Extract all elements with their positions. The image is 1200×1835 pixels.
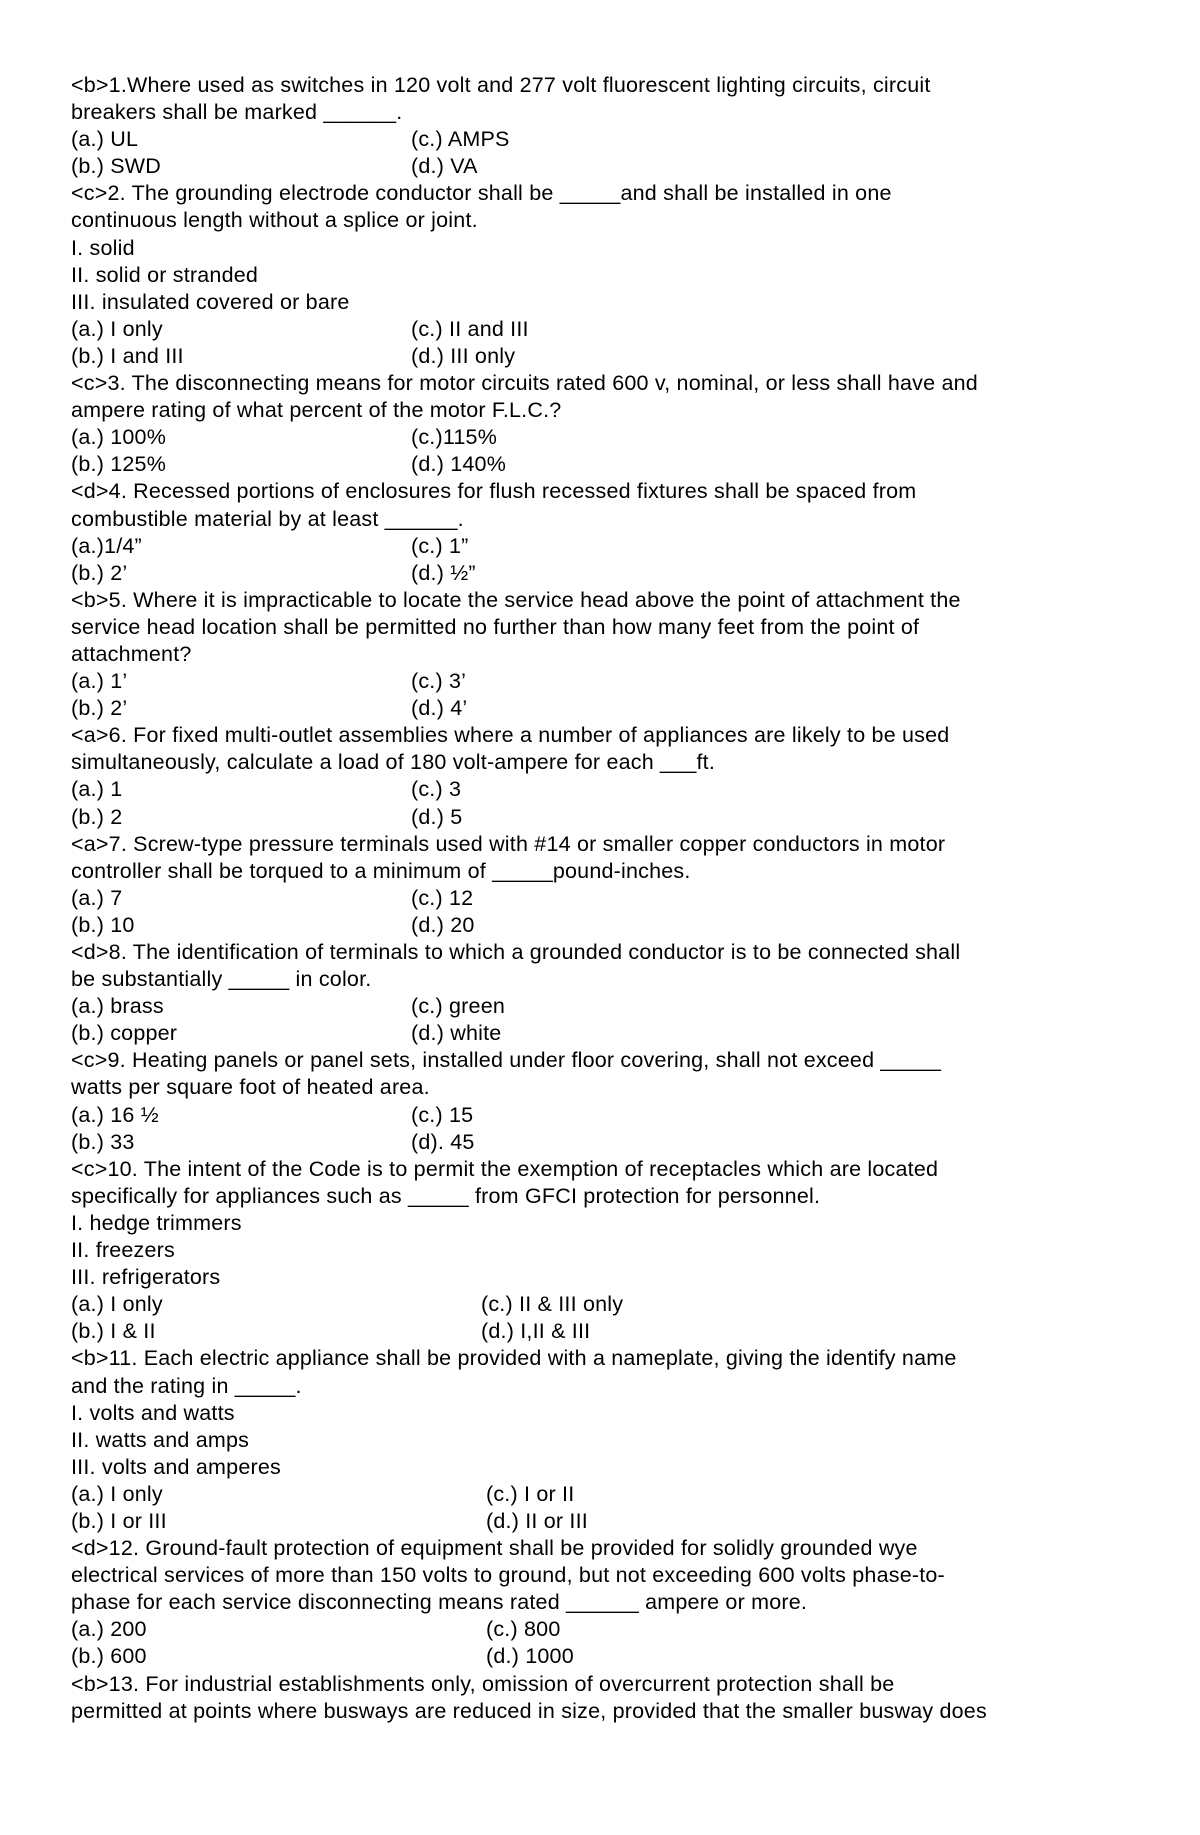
option-a: (a.) I only bbox=[71, 316, 163, 341]
option-c: (c.) 3’ bbox=[411, 669, 467, 694]
question-10 bbox=[71, 1156, 1131, 1346]
option-d: (d.) 5 bbox=[411, 804, 463, 829]
option-d: (d.) 1000 bbox=[486, 1644, 574, 1669]
option-b: (b.) SWD bbox=[71, 154, 161, 179]
question-statement: II. solid or stranded bbox=[71, 262, 259, 287]
question-text: <d>12. Ground-fault protection of equipment shall be provided for solidly grounded wye bbox=[71, 1536, 918, 1561]
option-d: (d.) 20 bbox=[411, 912, 475, 937]
option-row bbox=[71, 343, 1131, 370]
option-row bbox=[71, 912, 1131, 939]
option-row bbox=[71, 1643, 1131, 1670]
question-text: ampere rating of what percent of the motor F.L.C.? bbox=[71, 398, 562, 423]
question-text: simultaneously, calculate a load of 180 volt-ampere for each ___ft. bbox=[71, 750, 716, 775]
option-b: (b.) 10 bbox=[71, 912, 135, 937]
option-d: (d.) VA bbox=[411, 154, 478, 179]
option-a: (a.) 100% bbox=[71, 425, 167, 450]
option-d: (d.) III only bbox=[411, 343, 516, 368]
question-text: and the rating in _____. bbox=[71, 1373, 302, 1398]
question-statement: II. watts and amps bbox=[71, 1427, 250, 1452]
option-c: (c.)115% bbox=[411, 425, 498, 450]
option-c: (c.) 15 bbox=[411, 1102, 474, 1127]
option-b: (b.) 33 bbox=[71, 1129, 135, 1154]
question-text: watts per square foot of heated area. bbox=[71, 1075, 430, 1100]
question-text: <c>9. Heating panels or panel sets, installed under floor covering, shall not exceed _____ bbox=[71, 1048, 942, 1073]
question-text: <a>6. For fixed multi-outlet assemblies where a number of appliances are likely to be used bbox=[71, 723, 950, 748]
option-row bbox=[71, 153, 1131, 180]
option-b: (b.) 2’ bbox=[71, 560, 128, 585]
question-statement: II. freezers bbox=[71, 1238, 175, 1263]
option-d: (d). 45 bbox=[411, 1129, 475, 1154]
option-d: (d.) white bbox=[411, 1021, 502, 1046]
question-text: continuous length without a splice or joint. bbox=[71, 208, 478, 233]
question-text: <b>13. For industrial establishments only, omission of overcurrent protection shall be bbox=[71, 1671, 895, 1696]
question-statement: I. solid bbox=[71, 235, 135, 260]
question-3 bbox=[71, 370, 1131, 478]
question-9 bbox=[71, 1047, 1131, 1155]
option-row bbox=[71, 668, 1131, 695]
option-c: (c.) II & III only bbox=[481, 1292, 624, 1317]
question-11 bbox=[71, 1345, 1131, 1535]
option-row bbox=[71, 776, 1131, 803]
question-13 bbox=[71, 1671, 1131, 1725]
option-d: (d.) II or III bbox=[486, 1508, 588, 1533]
question-text: permitted at points where busways are reduced in size, provided that the smaller busway does bbox=[71, 1698, 987, 1723]
option-row bbox=[71, 1508, 1131, 1535]
option-row bbox=[71, 424, 1131, 451]
question-text: breakers shall be marked ______. bbox=[71, 100, 403, 125]
question-text: attachment? bbox=[71, 641, 192, 666]
question-text: <b>11. Each electric appliance shall be provided with a nameplate, giving the identify name bbox=[71, 1346, 957, 1371]
question-text: <c>3. The disconnecting means for motor circuits rated 600 v, nominal, or less shall have and bbox=[71, 371, 978, 396]
option-c: (c.) 1” bbox=[411, 533, 469, 558]
option-row bbox=[71, 1291, 1131, 1318]
option-row bbox=[71, 1129, 1131, 1156]
question-2 bbox=[71, 180, 1131, 370]
option-row bbox=[71, 1102, 1131, 1129]
question-statement: I. volts and watts bbox=[71, 1400, 235, 1425]
option-b: (b.) I and III bbox=[71, 343, 184, 368]
option-d: (d.) 140% bbox=[411, 452, 507, 477]
question-text: be substantially _____ in color. bbox=[71, 967, 372, 992]
option-row bbox=[71, 1318, 1131, 1345]
option-a: (a.) brass bbox=[71, 994, 164, 1019]
option-row bbox=[71, 993, 1131, 1020]
option-b: (b.) 125% bbox=[71, 452, 167, 477]
option-row bbox=[71, 560, 1131, 587]
option-a: (a.) 16 ½ bbox=[71, 1102, 159, 1127]
option-d: (d.) I,II & III bbox=[481, 1319, 591, 1344]
question-1 bbox=[71, 72, 1131, 180]
question-12 bbox=[71, 1535, 1131, 1670]
question-7 bbox=[71, 831, 1131, 939]
question-text: <c>2. The grounding electrode conductor shall be _____and shall be installed in one bbox=[71, 181, 892, 206]
option-row bbox=[71, 451, 1131, 478]
option-d: (d.) 4’ bbox=[411, 696, 468, 721]
question-6 bbox=[71, 722, 1131, 830]
option-c: (c.) II and III bbox=[411, 316, 529, 341]
question-text: specifically for appliances such as _____ from GFCI protection for personnel. bbox=[71, 1183, 821, 1208]
option-c: (c.) green bbox=[411, 994, 506, 1019]
option-c: (c.) 12 bbox=[411, 885, 474, 910]
option-a: (a.) 1’ bbox=[71, 669, 128, 694]
question-text: <d>8. The identification of terminals to which a grounded conductor is to be connected shall bbox=[71, 940, 961, 964]
question-text: <b>5. Where it is impracticable to locate the service head above the point of attachment the bbox=[71, 587, 961, 612]
option-a: (a.) 200 bbox=[71, 1617, 147, 1642]
option-row bbox=[71, 885, 1131, 912]
option-c: (c.) 800 bbox=[486, 1617, 561, 1642]
option-b: (b.) 2’ bbox=[71, 696, 128, 721]
question-text: <d>4. Recessed portions of enclosures for flush recessed fixtures shall be spaced from bbox=[71, 479, 917, 504]
option-c: (c.) 3 bbox=[411, 777, 462, 802]
question-5 bbox=[71, 587, 1131, 722]
option-c: (c.) I or II bbox=[486, 1481, 575, 1506]
option-a: (a.) I only bbox=[71, 1481, 163, 1506]
question-4 bbox=[71, 478, 1131, 586]
option-b: (b.) I & II bbox=[71, 1319, 156, 1344]
question-text: <c>10. The intent of the Code is to permit the exemption of receptacles which are located bbox=[71, 1156, 939, 1181]
option-row bbox=[71, 804, 1131, 831]
question-text: phase for each service disconnecting means rated ______ ampere or more. bbox=[71, 1590, 808, 1615]
option-d: (d.) ½” bbox=[411, 560, 476, 585]
option-b: (b.) copper bbox=[71, 1021, 178, 1046]
option-a: (a.) 1 bbox=[71, 777, 123, 802]
question-statement: III. insulated covered or bare bbox=[71, 289, 350, 314]
option-row bbox=[71, 1616, 1131, 1643]
question-text: <a>7. Screw-type pressure terminals used with #14 or smaller copper conductors in motor bbox=[71, 831, 946, 856]
question-statement: III. volts and amperes bbox=[71, 1454, 281, 1479]
option-b: (b.) I or III bbox=[71, 1508, 167, 1533]
option-row bbox=[71, 126, 1131, 153]
option-a: (a.) I only bbox=[71, 1292, 163, 1317]
question-text: electrical services of more than 150 volts to ground, but not exceeding 600 volts phase-to- bbox=[71, 1563, 945, 1588]
option-row bbox=[71, 1481, 1131, 1508]
option-row bbox=[71, 1020, 1131, 1047]
question-text: service head location shall be permitted no further than how many feet from the point of bbox=[71, 614, 920, 639]
question-8 bbox=[71, 939, 1131, 1047]
question-statement: I. hedge trimmers bbox=[71, 1210, 242, 1235]
option-c: (c.) AMPS bbox=[411, 127, 510, 152]
question-text: combustible material by at least ______. bbox=[71, 506, 464, 531]
question-text: controller shall be torqued to a minimum of _____pound-inches. bbox=[71, 858, 691, 883]
option-b: (b.) 2 bbox=[71, 804, 123, 829]
option-a: (a.)1/4” bbox=[71, 533, 142, 558]
option-row bbox=[71, 316, 1131, 343]
option-b: (b.) 600 bbox=[71, 1644, 147, 1669]
question-text: <b>1.Where used as switches in 120 volt and 277 volt fluorescent lighting circuits, circuit bbox=[71, 73, 931, 97]
option-a: (a.) 7 bbox=[71, 885, 123, 910]
option-a: (a.) UL bbox=[71, 127, 139, 152]
option-row bbox=[71, 695, 1131, 722]
question-statement: III. refrigerators bbox=[71, 1265, 221, 1290]
option-row bbox=[71, 533, 1131, 560]
question-list bbox=[71, 72, 1131, 1725]
